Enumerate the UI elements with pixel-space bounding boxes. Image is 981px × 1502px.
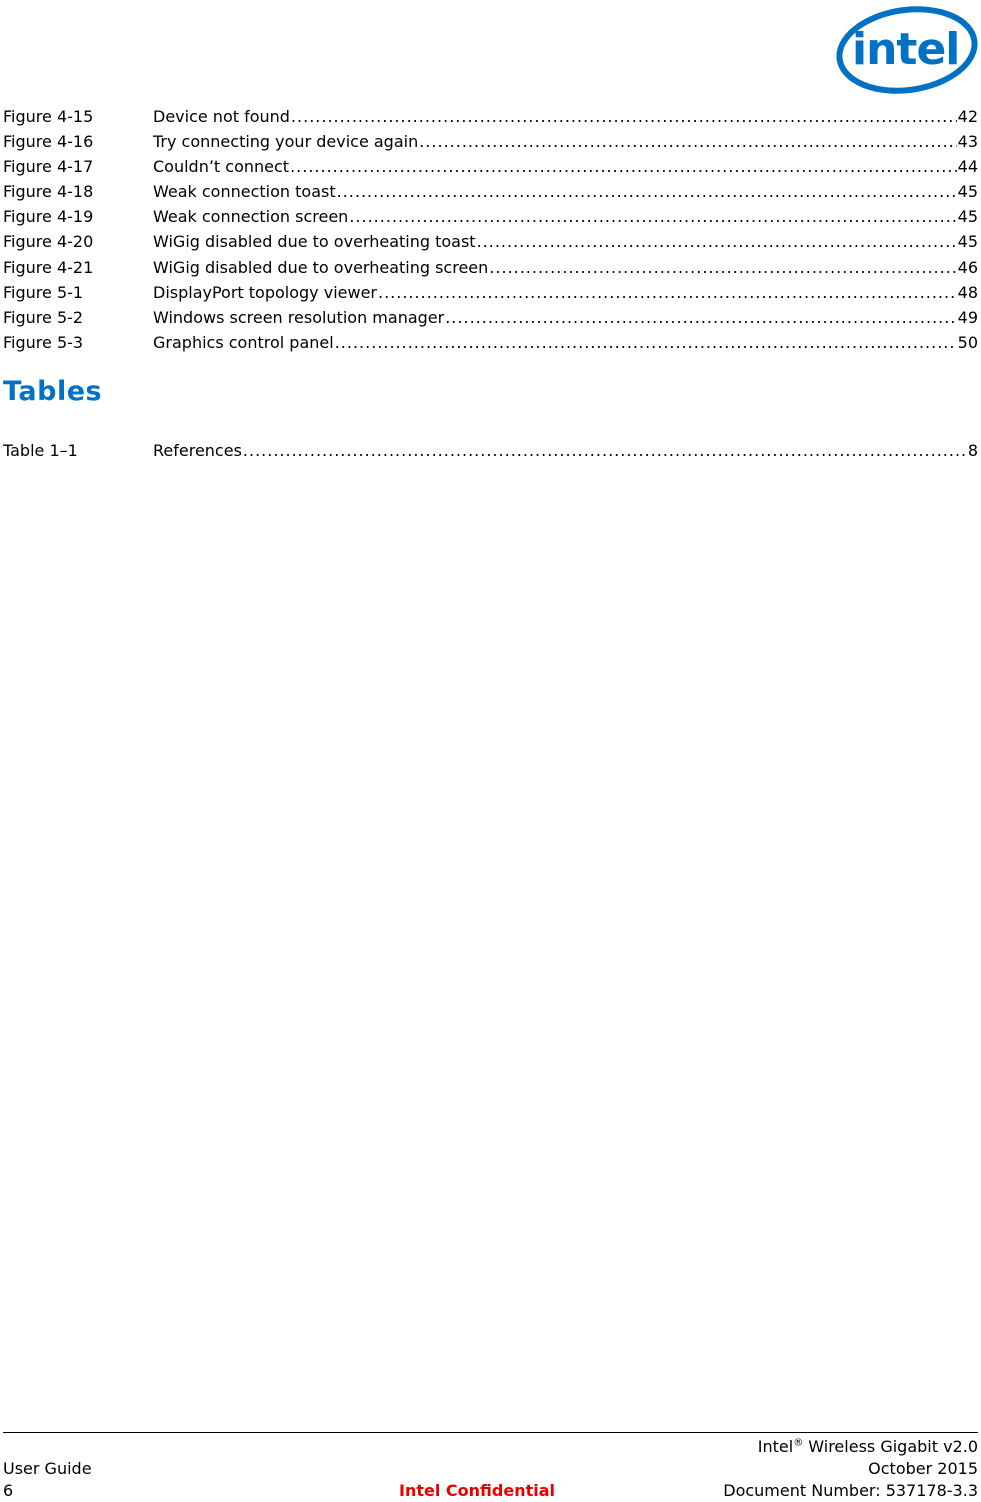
toc-entry[interactable] [3,229,978,254]
footer-product [758,1436,978,1458]
toc-leader-dots [419,129,956,154]
toc-leader-dots [337,179,957,204]
toc-entry-title: DisplayPort topology viewer [153,282,377,302]
toc-entry-label: Figure 4-18 [3,182,94,202]
toc-entry-title: Device not found [153,107,290,126]
toc-entry-title: Graphics control panel [153,332,334,352]
toc-entry[interactable] [3,129,978,154]
toc-leader-dots [335,330,957,355]
toc-entry-title: WiGig disabled due to overheating screen [153,257,489,277]
toc-leader-dots [243,438,967,463]
toc-entry-label: Figure 5-1 [3,282,84,302]
toc-entry-page: 48 [957,282,978,302]
toc-entry-label: Figure 5-2 [3,307,84,327]
toc-entry-title: Weak connection toast [153,182,336,202]
toc-entry-page: 45 [957,207,978,227]
list-of-tables [3,438,978,463]
toc-entry-page: 43 [957,132,978,152]
toc-entry[interactable] [3,280,978,305]
logo-text: intel [852,24,960,75]
toc-leader-dots [349,204,956,229]
intel-logo-icon [836,2,979,94]
toc-entry-page: 50 [957,332,978,352]
toc-entry-page: 46 [957,257,978,277]
toc-entry[interactable] [3,330,978,355]
toc-entry-page: 44 [957,157,978,177]
footer-doc-number: Document Number: 537178-3.3 [723,1481,978,1500]
footer-date: October 2015 [868,1459,978,1478]
toc-entry[interactable] [3,179,978,204]
toc-leader-dots [445,305,956,330]
toc-entry[interactable] [3,154,978,179]
footer-line-1 [3,1436,978,1458]
toc-entry-label: Figure 4-21 [3,257,94,277]
toc-entry-title: WiGig disabled due to overheating toast [153,232,476,252]
toc-entry-page: 45 [957,182,978,202]
toc-entry-label: Figure 4-17 [3,157,94,177]
toc-entry-page: 42 [957,107,978,126]
toc-entry[interactable] [3,305,978,330]
footer-confidential: Intel Confidential [399,1481,555,1500]
toc-entry[interactable] [3,255,978,280]
footer-product-suffix: Wireless Gigabit v2.0 [803,1437,978,1456]
toc-entry-title: Windows screen resolution manager [153,307,445,327]
footer-line-2 [3,1458,978,1480]
toc-leader-dots [291,104,957,129]
toc-entry-label: Figure 4-15 [3,107,94,126]
toc-leader-dots [290,154,957,179]
toc-entry[interactable] [3,438,978,463]
footer-doc-type: User Guide [3,1459,92,1478]
toc-entry-title: Try connecting your device again [153,132,419,152]
registered-mark: ® [793,1437,804,1449]
toc-entry-page: 49 [957,307,978,327]
footer-page-number: 6 [3,1481,14,1500]
footer-product-name: Intel [757,1437,794,1456]
toc-entry-page: 8 [967,441,978,460]
toc-leader-dots [378,280,957,305]
toc-entry-title: References [153,441,242,460]
toc-entry[interactable] [3,204,978,229]
toc-leader-dots [477,229,957,254]
toc-entry-label: Figure 4-20 [3,232,94,252]
toc-leader-dots [489,255,956,280]
footer-divider [3,1432,978,1433]
toc-entry-label: Figure 5-3 [3,332,84,352]
toc-entry-title: Weak connection screen [153,207,349,227]
list-of-figures [3,104,978,355]
toc-entry[interactable] [3,104,978,129]
footer-line-3 [3,1480,978,1502]
toc-entry-label: Figure 4-19 [3,207,94,227]
tables-heading: Tables [3,376,103,407]
toc-entry-title: Couldn’t connect [153,157,290,177]
toc-entry-label: Figure 4-16 [3,132,94,152]
toc-entry-page: 45 [957,232,978,252]
page-footer [3,1436,978,1500]
toc-entry-label: Table 1–1 [3,441,78,460]
